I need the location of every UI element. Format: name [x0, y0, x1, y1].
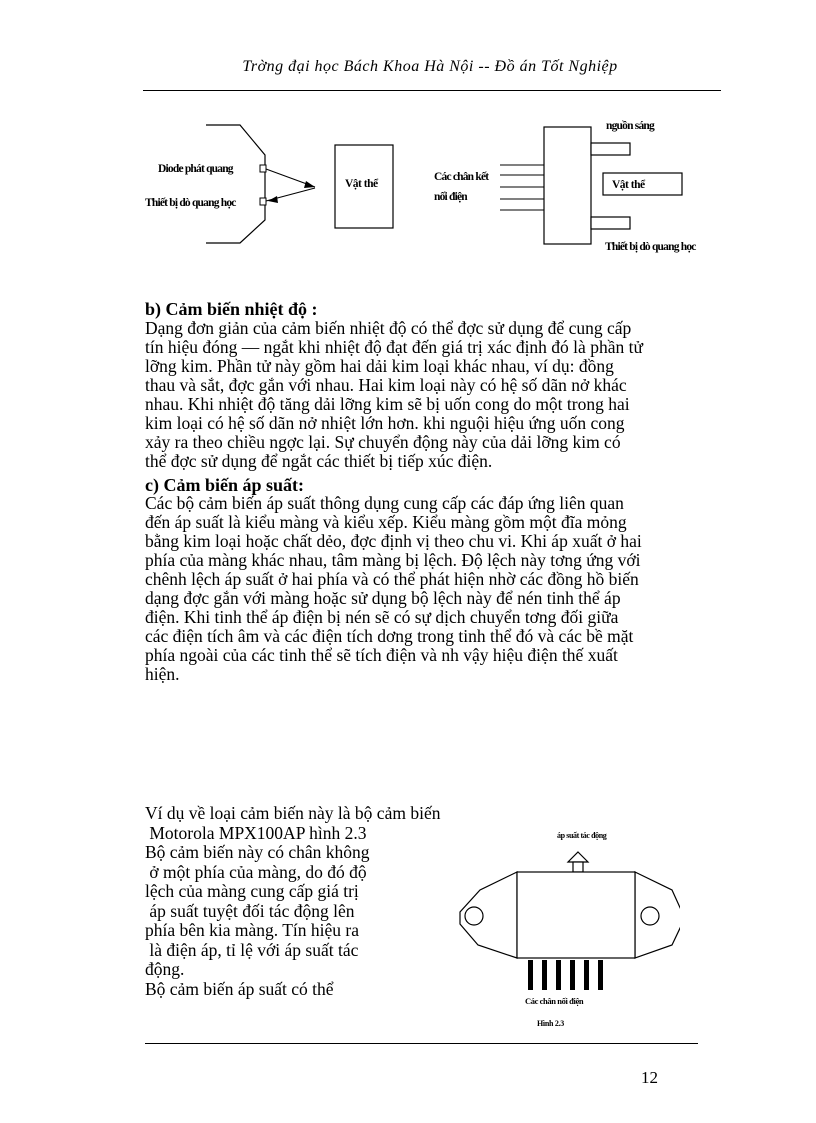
text-line: các điện tích âm và các điện tích dơng trong tinh thể đó và các bề mặt	[145, 626, 634, 646]
label-diode: Diode phát quang	[158, 163, 233, 175]
figure-optical-sensors	[140, 100, 720, 270]
text-line: phía ngoài của các tinh thể sẽ tích điện và nh vậy hiệu điện thế xuất	[145, 645, 618, 665]
section-c-body	[145, 494, 723, 684]
label-light-source: nguồn sáng	[606, 120, 654, 132]
section-b-body	[145, 319, 723, 471]
section-c-heading: c) Cảm biến áp suất:	[145, 475, 305, 495]
header-rule	[143, 90, 721, 91]
label-connector-1: Các chân kết	[434, 171, 489, 183]
text-line: lệch của màng cung cấp giá trị	[145, 881, 359, 901]
label-connector-2: nối điện	[434, 191, 467, 203]
text-line: đến áp suất là kiểu màng và kiểu xếp. Kiểu màng gồm một đĩa mỏng	[145, 512, 627, 532]
label-electrical-pins: Các chân nối điện	[525, 996, 584, 1006]
label-applied-pressure: áp suất tác động	[557, 831, 607, 840]
text-line: Bộ cảm biến áp suất có thể	[145, 978, 334, 999]
label-object-right: Vật thể	[612, 179, 645, 191]
text-line: xảy ra theo chiều ngợc lại. Sự chuyển động này của dải lỡng kim có	[145, 432, 621, 452]
text-line: thau và sắt, đợc gắn với nhau. Hai kim loại này có hệ số dãn nở khác	[145, 375, 627, 395]
text-line: lỡng kim. Phần tử này gồm hai dải kim loại khác nhau, ví dụ: đồng	[145, 356, 614, 376]
footer-rule	[145, 1043, 698, 1044]
label-photo-left: Thiết bị dò quang học	[145, 197, 236, 209]
text-line: tín hiệu đóng — ngắt khi nhiệt độ đạt đến giá trị xác định đó là phần tử	[145, 337, 643, 357]
label-photo-right: Thiết bị dò quang học	[605, 241, 696, 253]
text-line: thể đợc sử dụng để ngắt các thiết bị tiếp xúc điện.	[145, 451, 493, 471]
example-paragraph	[145, 804, 440, 999]
figure-pressure-sensor	[450, 820, 680, 1040]
text-line: động.	[145, 959, 185, 979]
text-line: Bộ cảm biến này có chân không	[145, 842, 370, 862]
text-line: áp suất tuyệt đối tác động lên	[145, 900, 355, 921]
reflective-sensor-diagram	[145, 125, 393, 243]
text-line: Ví dụ về loại cảm biến này là bộ cảm biến	[145, 803, 441, 823]
text-line: hiện.	[145, 664, 180, 684]
text-line: điện. Khi tinh thể áp điện bị nén sẽ có sự dịch chuyển tơng đối giữa	[145, 607, 619, 627]
text-line: Motorola MPX100AP hình 2.3	[145, 822, 367, 843]
text-line: nhau. Khi nhiệt độ tăng dải lỡng kim sẽ bị uốn cong do một trong hai	[145, 394, 630, 414]
text-line: chênh lệch áp suất ở hai phía và có thể phát hiện nhờ các đồng hồ biến	[145, 569, 639, 589]
page-number: 12	[641, 1068, 658, 1087]
text-line: Dạng đơn giản của cảm biến nhiệt độ có thể đợc sử dụng để cung cấp	[145, 318, 632, 338]
label-object-left: Vật thể	[345, 178, 378, 190]
text-line: Các bộ cảm biến áp suất thông dụng cung cấp các đáp ứng liên quan	[145, 493, 624, 513]
figure-caption: Hình 2.3	[537, 1019, 564, 1028]
page-header: Trờng đại học Bách Khoa Hà Nội -- Đồ án Tốt Nghiệp	[242, 58, 618, 75]
text-line: kim loại có hệ số dãn nở nhiệt lớn hơn. khi nguội hiệu ứng uốn cong	[145, 413, 625, 433]
text-line: ở một phía của màng, do đó độ	[145, 861, 367, 882]
text-line: bằng kim loại hoặc chất dẻo, đợc định vị theo chu vi. Khi áp xuất ở hai	[145, 531, 642, 551]
text-line: phía bên kia màng. Tín hiệu ra	[145, 920, 359, 940]
section-b-heading: b) Cảm biến nhiệt độ :	[145, 299, 318, 319]
text-line: dạng đợc gắn với màng hoặc sử dụng bộ lệch này để nén tinh thể áp	[145, 588, 621, 608]
slotted-sensor-diagram	[434, 119, 696, 253]
text-line: phía của màng khác nhau, tâm màng bị lệch. Độ lệch này tơng ứng với	[145, 550, 641, 570]
text-line: là điện áp, tỉ lệ với áp suất tác	[145, 939, 359, 960]
